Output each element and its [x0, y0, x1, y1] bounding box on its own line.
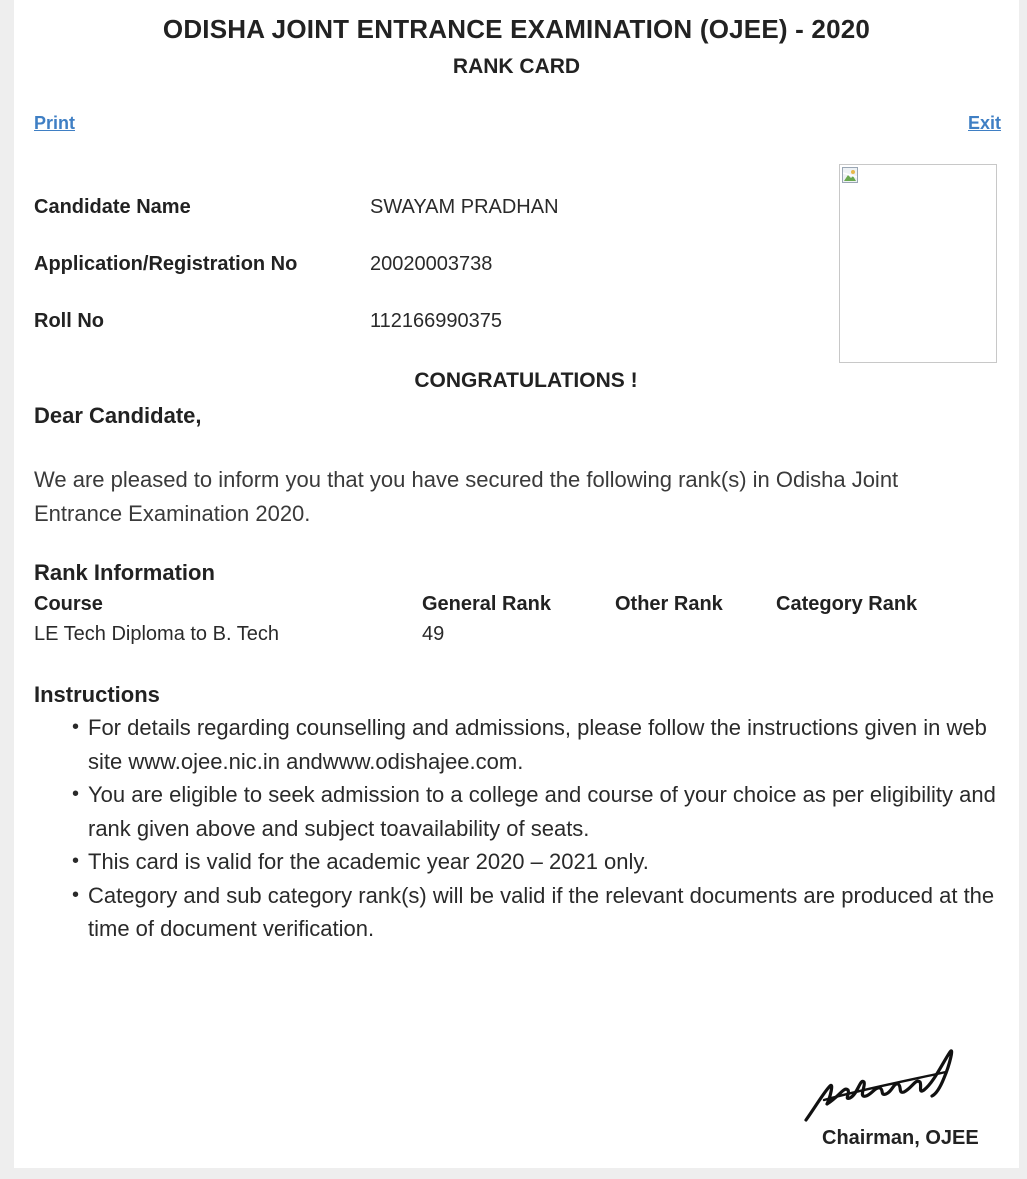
instructions-heading: Instructions [34, 682, 160, 707]
congratulations-heading: CONGRATULATIONS ! [414, 369, 638, 392]
rank-information-heading: Rank Information [34, 560, 215, 585]
candidate-name-label: Candidate Name [34, 196, 191, 218]
rank-card-page [14, 0, 1019, 1168]
exit-link[interactable]: Exit [968, 113, 1002, 133]
list-item: • You are eligible to seek admission to a college and course of your choice as per eligibility and rank given above and subject toavailability of seats. [88, 778, 999, 845]
list-item: • This card is valid for the academic year 2020 – 2021 only. [88, 845, 999, 879]
column-header-course: Course [34, 593, 103, 615]
salutation: Dear Candidate, [34, 403, 202, 428]
broken-image-icon [842, 167, 858, 183]
application-no-value: 20020003738 [370, 253, 493, 275]
list-item: • Category and sub category rank(s) will be valid if the relevant documents are produced at the time of document verification. [88, 879, 999, 946]
roll-no-label: Roll No [34, 310, 104, 332]
rank-message: We are pleased to inform you that you have secured the following rank(s) in Odisha Joint Entrance Examination 2020. [34, 467, 899, 526]
page-title: ODISHA JOINT ENTRANCE EXAMINATION (OJEE) - 2020 [162, 14, 871, 44]
application-no-label: Application/Registration No [34, 253, 298, 275]
candidate-photo [839, 164, 997, 363]
list-item: • For details regarding counselling and admissions, please follow the instructions given in web site www.ojee.nic.in andwww.odishajee.com. [88, 711, 999, 778]
page-subtitle: RANK CARD [452, 55, 581, 78]
chairman-signature [800, 1038, 970, 1131]
print-link[interactable]: Print [34, 113, 76, 133]
roll-no-value: 112166990375 [370, 310, 502, 332]
column-header-general-rank: General Rank [422, 593, 551, 615]
signatory-title: Chairman, OJEE [822, 1127, 979, 1149]
column-header-other-rank: Other Rank [615, 593, 723, 615]
instructions-list [34, 711, 999, 946]
candidate-name-value: SWAYAM PRADHAN [370, 196, 559, 218]
general-rank-cell: 49 [422, 623, 445, 645]
column-header-category-rank: Category Rank [776, 593, 918, 615]
course-cell: LE Tech Diploma to B. Tech [34, 623, 279, 645]
